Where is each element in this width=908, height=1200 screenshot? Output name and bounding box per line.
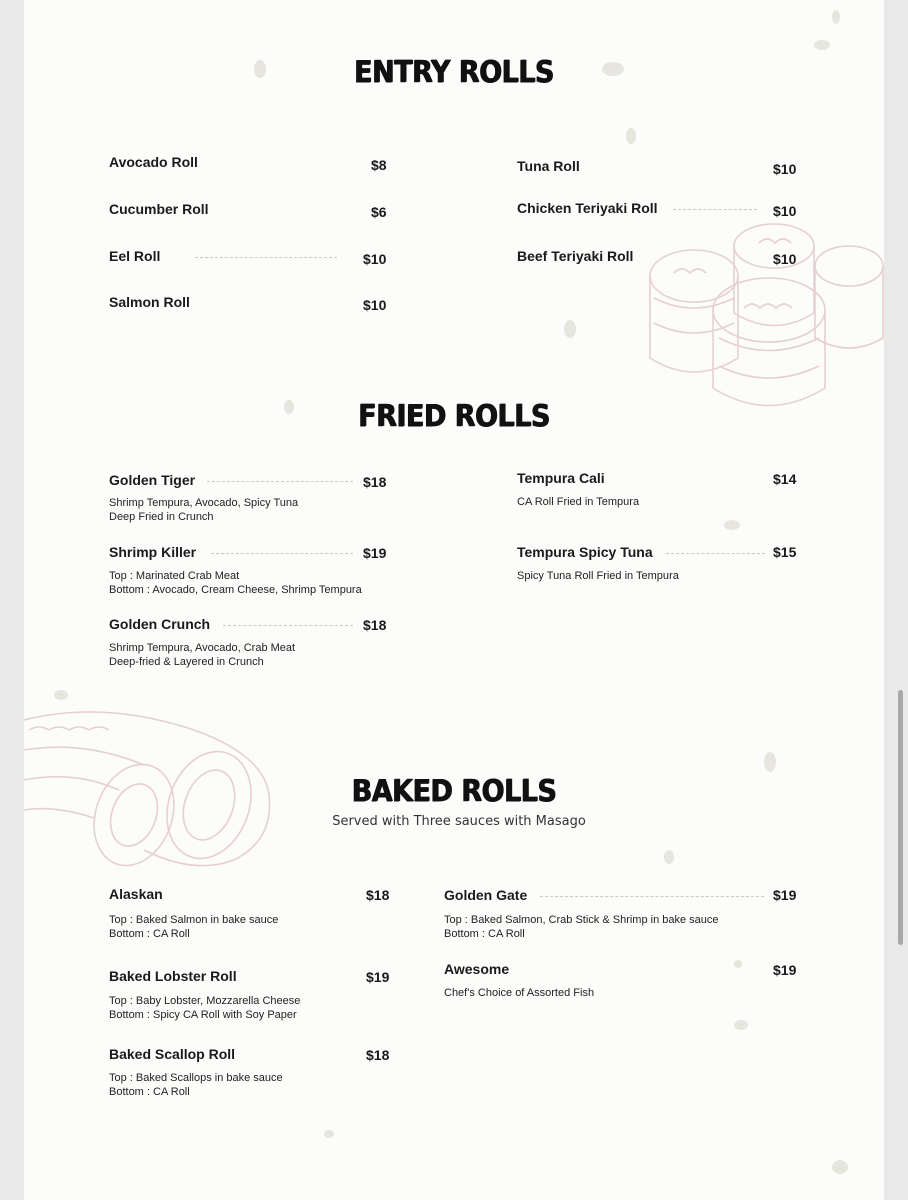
item-name: Golden Crunch	[109, 616, 211, 632]
item-price: $19	[773, 887, 797, 903]
item-desc-line1: Top : Marinated Crab Meat	[109, 570, 240, 582]
item-name: Tempura Spicy Tuna	[517, 544, 653, 560]
item-desc-line2: Bottom : CA Roll	[109, 1086, 190, 1098]
leader-dots	[540, 896, 764, 897]
menu-item-awesome	[444, 961, 804, 1006]
item-desc-line1: Top : Baked Salmon in bake sauce	[109, 914, 279, 926]
item-desc-line2: Deep-fried & Layered in Crunch	[109, 656, 264, 668]
item-price: $10	[363, 297, 387, 313]
item-price: $19	[773, 962, 797, 978]
menu-item-cucumber-roll	[109, 201, 389, 221]
bg-speck	[564, 320, 576, 338]
item-desc-line2: Bottom : CA Roll	[109, 928, 190, 940]
item-desc-line2: Bottom : CA Roll	[444, 928, 525, 940]
item-name: Golden Gate	[444, 887, 528, 903]
item-price: $18	[363, 474, 387, 490]
item-price: $18	[366, 887, 390, 903]
bg-speck	[664, 850, 674, 864]
bg-speck	[734, 1020, 748, 1030]
menu-item-eel-roll	[109, 248, 389, 268]
item-desc-line1: Shrimp Tempura, Avocado, Spicy Tuna	[109, 497, 299, 509]
item-name: Alaskan	[109, 886, 163, 902]
item-name: Shrimp Killer	[109, 544, 197, 560]
item-name: Baked Lobster Roll	[109, 968, 237, 984]
item-name: Cucumber Roll	[109, 201, 209, 217]
bg-speck	[724, 520, 740, 530]
item-name: Baked Scallop Roll	[109, 1046, 236, 1062]
item-desc-line1: Shrimp Tempura, Avocado, Crab Meat	[109, 642, 296, 654]
menu-item-tempura-spicy-tuna	[517, 544, 802, 589]
menu-item-golden-tiger	[109, 472, 399, 527]
item-desc-line1: Top : Baby Lobster, Mozzarella Cheese	[109, 995, 301, 1007]
item-price: $10	[773, 161, 797, 177]
item-price: $18	[363, 617, 387, 633]
item-desc-line1: Top : Baked Scallops in bake sauce	[109, 1072, 283, 1084]
item-price: $15	[773, 544, 797, 560]
item-desc-line1: Spicy Tuna Roll Fried in Tempura	[517, 570, 679, 582]
item-price: $10	[773, 203, 797, 219]
menu-item-shrimp-killer	[109, 544, 399, 599]
item-price: $6	[371, 204, 387, 220]
leader-dots	[666, 553, 765, 554]
menu-item-chicken-teriyaki-roll	[517, 200, 802, 220]
item-price: $14	[773, 471, 797, 487]
item-price: $18	[366, 1047, 390, 1063]
bg-speck	[764, 752, 776, 772]
bg-speck	[54, 690, 68, 700]
item-name: Eel Roll	[109, 248, 161, 264]
baked-rolls-subtitle: Served with Three sauces with Masago	[332, 814, 586, 829]
item-desc-line2: Bottom : Avocado, Cream Cheese, Shrimp Tempura	[109, 584, 362, 596]
item-price: $19	[366, 969, 390, 985]
item-name: Tuna Roll	[517, 158, 580, 174]
fried-rolls-title: FRIED ROLLS	[358, 399, 550, 434]
menu-item-beef-teriyaki-roll	[517, 248, 802, 268]
menu-item-golden-crunch	[109, 616, 399, 671]
item-name: Avocado Roll	[109, 154, 198, 170]
leader-dots	[195, 257, 337, 258]
menu-item-baked-lobster-roll	[109, 968, 399, 1023]
item-price: $10	[363, 251, 387, 267]
entry-rolls-title: ENTRY ROLLS	[354, 55, 554, 90]
item-desc-line1: Chef's Choice of Assorted Fish	[444, 987, 595, 999]
item-name: Beef Teriyaki Roll	[517, 248, 634, 264]
leader-dots	[211, 553, 353, 554]
item-name: Chicken Teriyaki Roll	[517, 200, 658, 216]
item-name: Golden Tiger	[109, 472, 196, 488]
item-desc-line1: CA Roll Fried in Tempura	[517, 496, 640, 508]
item-desc-line1: Top : Baked Salmon, Crab Stick & Shrimp in bake sauce	[444, 914, 719, 926]
item-desc-line2: Bottom : Spicy CA Roll with Soy Paper	[109, 1009, 297, 1021]
menu-page	[24, 0, 884, 1200]
item-desc-line2: Deep Fried in Crunch	[109, 511, 214, 523]
scrollbar-thumb[interactable]	[898, 690, 903, 945]
menu-item-avocado-roll	[109, 154, 389, 174]
menu-item-salmon-roll	[109, 294, 389, 314]
bg-speck	[832, 1160, 848, 1174]
menu-item-tuna-roll	[517, 158, 802, 178]
menu-item-baked-scallop-roll	[109, 1046, 399, 1101]
bg-speck	[814, 40, 830, 50]
baked-rolls-title: BAKED ROLLS	[351, 774, 557, 809]
menu-item-golden-gate	[444, 887, 804, 942]
leader-dots	[223, 625, 353, 626]
item-price: $8	[371, 157, 387, 173]
item-name: Awesome	[444, 961, 510, 977]
item-price: $10	[773, 251, 797, 267]
item-price: $19	[363, 545, 387, 561]
item-name: Tempura Cali	[517, 470, 605, 486]
menu-item-tempura-cali	[517, 470, 802, 515]
item-name: Salmon Roll	[109, 294, 190, 310]
leader-dots	[673, 209, 757, 210]
bg-speck	[832, 10, 840, 24]
leader-dots	[207, 481, 353, 482]
menu-item-alaskan	[109, 886, 399, 941]
bg-speck	[324, 1130, 334, 1138]
bg-speck	[626, 128, 636, 144]
